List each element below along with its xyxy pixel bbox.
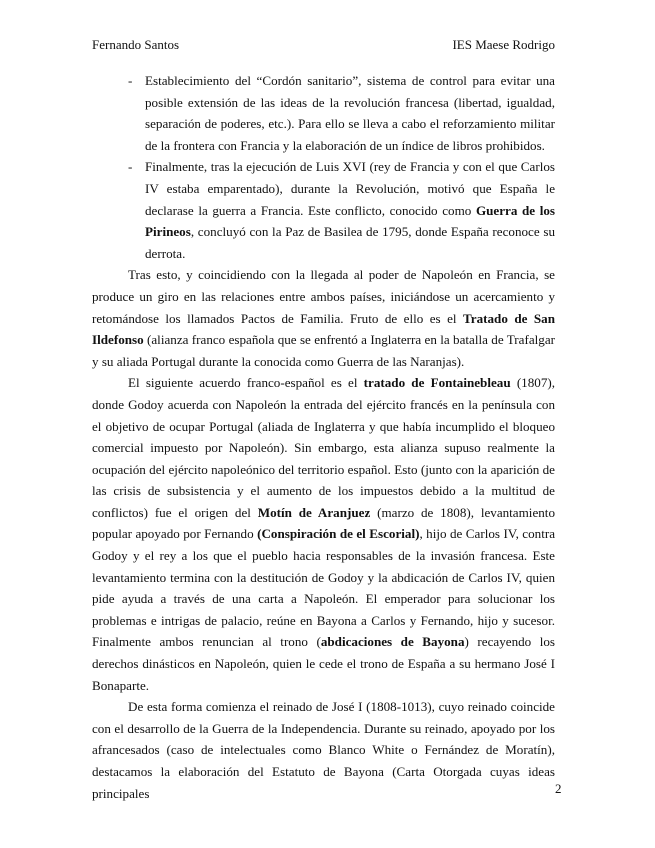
paragraph-san-ildefonso xyxy=(92,264,555,372)
paragraph-text: Tras esto, y coincidiendo con la llegada al poder de Napoleón en Francia, se produce un giro en las relaciones entre ambos países, iniciándose un acercamiento y retomándose los llamados Pactos de Familia. Fruto de ello es el xyxy=(92,267,555,326)
paragraph-text: ) recayendo los derechos dinásticos en Napoleón, quien le cede el trono de España a su hermano José I Bonaparte. xyxy=(92,634,556,693)
bullet-dash: - xyxy=(128,73,133,88)
paragraph-text: (1807), donde Godoy acuerda con Napoleón la entrada del ejército francés en la península con el objetivo de ocupar Portugal (aliada de Inglaterra y que había incumplido el bloqueo comercial impuesto por Napoleón). Sin embargo, esta alianza supuso realmente la ocupación del ejército napoleónico del territorio español. Esto (junto con la aparición de las crisis de subsistencia y el aumento de los impuestos debido a la multitud de conflictos) fue el origen del xyxy=(92,375,555,520)
bullet-bold-term: Guerra de los Pirineos xyxy=(145,202,555,240)
paragraph-fontainebleau xyxy=(92,372,555,696)
bold-term: tratado de Fontainebleau xyxy=(363,375,511,391)
paragraph-text: De esta forma comienza el reinado de José I (1808-1013), cuyo reinado coincide con el desarrollo de la Guerra de la Independencia. Durante su reinado, apoyado por los afrancesados (caso de intelectuales como Blanco White o Fernández de Moratín), destacamos la elaboración del Estatuto de Bayona (Carta Otorgada cuyas ideas principales xyxy=(92,699,555,801)
paragraph-text: (marzo de 1808), levantamiento popular apoyado por Fernando xyxy=(92,504,555,542)
bullet-text-pre: Finalmente, tras la ejecución de Luis XVI (rey de Francia y con el que Carlos IV estaba emparentado), durante la Revolución, motivó que España le declarase la guerra a Francia. Este conflicto, conocido como xyxy=(145,159,555,218)
bullet-item xyxy=(92,70,555,156)
page-number: 2 xyxy=(555,781,562,796)
bullet-text: Establecimiento del “Cordón sanitario”, sistema de control para evitar una posible extensión de las ideas de la revolución francesa (libertad, igualdad, separación de poderes, etc.). Para ello se lleva a cabo el reforzamiento militar de la frontera con Francia y la elaboración de un índice de libros prohibidos. xyxy=(145,73,555,153)
paragraph-jose-i xyxy=(92,696,555,804)
paragraph-text: , hijo de Carlos IV, contra Godoy y el rey a los que el pueblo hacia responsables de la invasión francesa. Este levantamiento termina con la destitución de Godoy y la abdicación de Carlos IV, quien pide ayuda a través de una carta a Napoleón. El emperador para solucionar los problemas e intrigas de palacio, reúne en Bayona a Carlos y Fernando, hijo y sucesor. Finalmente ambos renuncian al trono ( xyxy=(92,526,556,650)
bold-term: abdicaciones de Bayona xyxy=(320,634,465,650)
bullet-dash: - xyxy=(128,159,133,175)
paragraph-text: (alianza franco española que se enfrentó a Inglaterra en la batalla de Trafalgar y su aliada Portugal durante la conocida como Guerra de las Naranjas). xyxy=(92,332,555,369)
bold-term: Motín de Aranjuez xyxy=(257,504,371,520)
bullet-item xyxy=(92,156,555,264)
header-school: IES Maese Rodrigo xyxy=(452,37,555,52)
bullet-text-post: , concluyó con la Paz de Basilea de 1795, donde España reconoce su derrota. xyxy=(145,224,555,261)
page-body xyxy=(92,70,555,804)
header-author: Fernando Santos xyxy=(92,37,180,52)
bold-term: (Conspiración de el Escorial) xyxy=(257,526,420,542)
paragraph-text: El siguiente acuerdo franco-español es el xyxy=(128,375,364,391)
bold-term: Tratado de San Ildefonso xyxy=(92,310,556,348)
